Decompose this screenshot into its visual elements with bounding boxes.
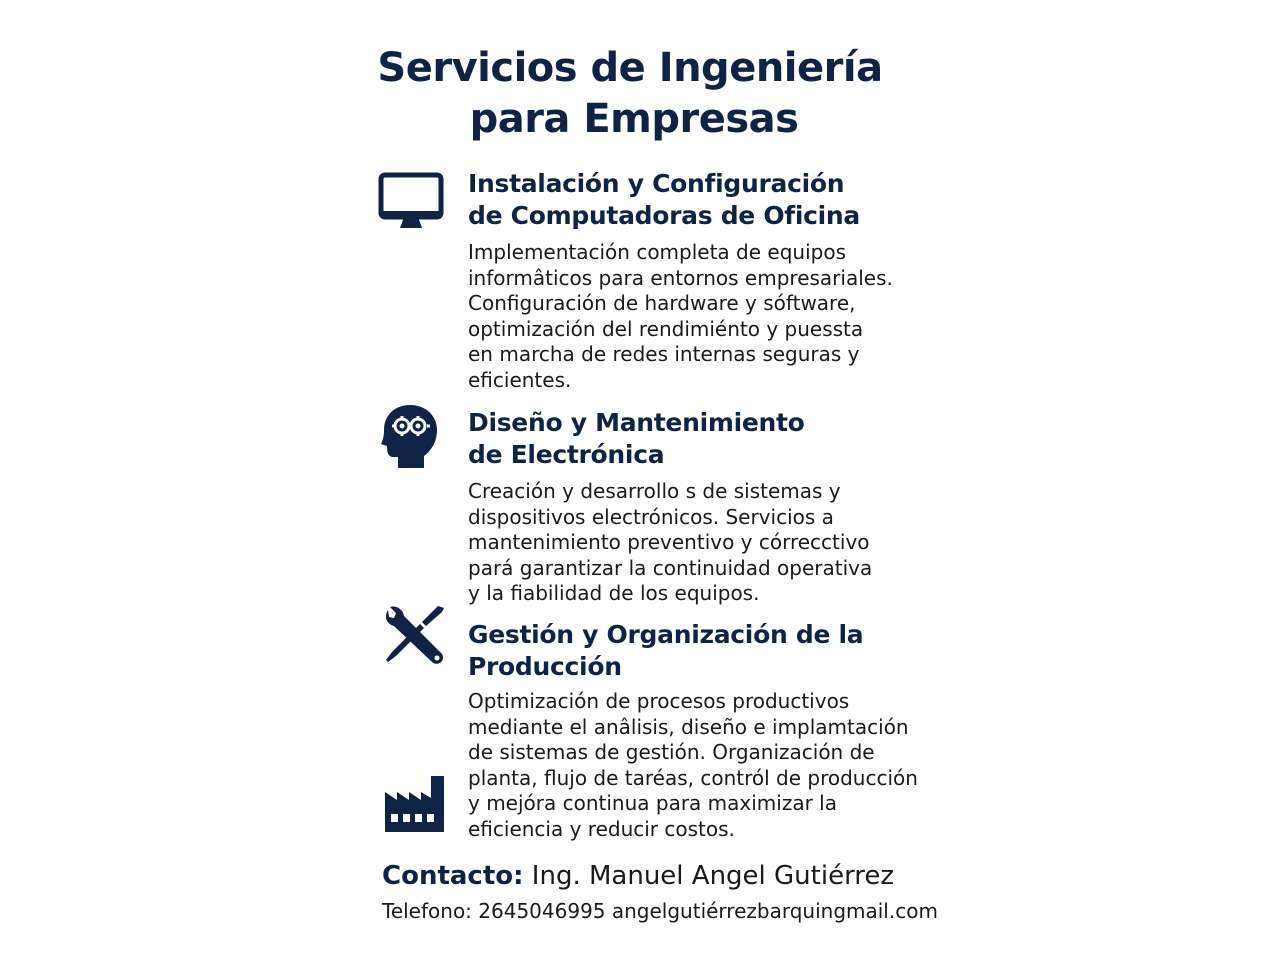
service-2-description [468,479,872,607]
service-2-title-line: Diseño y Mantenimiento [468,408,805,437]
service-1-description [468,240,893,393]
service-3-body-line: eficiencia y reducir costos. [468,816,735,841]
service-1-body-line: informâticos para entornos empresariales. [468,265,893,290]
service-2-title-line: de Electrónica [468,440,665,469]
tools-icon [382,604,448,666]
head-gears-icon [380,402,440,472]
page-title-line-2: para Empresas [469,96,799,142]
service-1-body-line: en marcha de redes internas seguras y [468,342,860,366]
service-3-body-line: de sistemas de gestión. Organización de [468,740,875,764]
service-2-body-line: Creación y desarrollo s de sistemas y [468,479,841,503]
service-3-body-line: mediante el anâlisis, diseño e implamtación [468,714,909,739]
phone-email-line: Telefono: 2645046995 angelgutiérrezbarquingmail.com [382,899,938,923]
service-2-title [468,407,805,471]
service-2-body-line: dispositivos electrónicos. Servicios a [468,504,834,529]
service-1-body-line: Implementación completa de equipos [468,240,846,264]
service-1-title-line: Instalación y Configuración [468,169,845,198]
service-1-title [468,168,860,232]
monitor-icon [378,172,444,232]
service-1-body-line: Configuración de hardware y sóftware, [468,291,856,315]
service-3-title-line: Producción [468,652,622,681]
service-3-body-line: Optimización de procesos productivos [468,689,850,713]
service-1-body-line: optimización del rendimiénto y puessta [468,316,864,341]
service-1-title-line: de Computadoras de Oficina [468,201,861,230]
contact-line [382,860,894,892]
service-3-title-line: Gestión y Organización de la [468,620,864,649]
service-3-description [468,689,918,842]
contact-name: Ing. Manuel Angel Gutiérrez [531,861,895,891]
service-3-title [468,619,863,683]
factory-icon [384,774,446,834]
service-2-body-line: y la fiabilidad de los equipos. [468,581,760,605]
contact-label: Contacto: [382,861,524,891]
service-3-body-line: planta, flujo de taréas, contról de producción [468,765,918,790]
page-title-line-1: Servicios de Ingeniería [377,45,883,91]
service-1-body-line: eficientes. [468,367,572,392]
service-2-body-line: mantenimiento preventivo y córrecctivo [468,530,870,554]
service-2-body-line: pará garantizar la continuidad operativa [468,555,873,580]
service-3-body-line: y mejóra continua para maximizar la [468,791,837,815]
